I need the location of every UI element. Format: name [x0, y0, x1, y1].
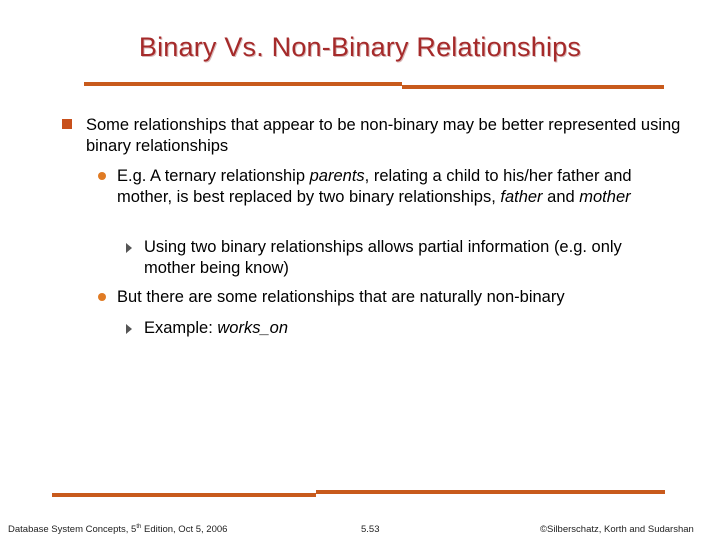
- title-rule-right: [402, 85, 664, 89]
- slide-title: Binary Vs. Non-Binary Relationships: [138, 32, 582, 62]
- bullet-main-1: Some relationships that appear to be non-binary may be better represented using binary relationships: [86, 116, 681, 155]
- footer-rule-left: [52, 493, 316, 497]
- sub1-text-parents: parents: [309, 167, 365, 185]
- bullet-sub-1: [117, 166, 677, 208]
- square-bullet-icon: [62, 119, 72, 129]
- bullet-sub-2-1: [144, 318, 664, 339]
- footer-page-number: 5.53: [361, 524, 380, 535]
- sub2-1-text-pre: Example:: [144, 319, 218, 337]
- dot-bullet-icon: [98, 172, 106, 180]
- footer-course: [8, 524, 227, 535]
- footer-course-post: Edition, Oct 5, 2006: [141, 524, 228, 536]
- footer-course-sup: th: [136, 524, 142, 530]
- sub1-text-mid: , relating a child to his/her father and mother, is best replaced by two binary relationships,: [117, 167, 632, 206]
- sub1-text-mother: mother: [579, 188, 631, 206]
- sub1-text-pre: E.g. A ternary relationship: [117, 167, 310, 185]
- sub1-text-father: father: [500, 188, 543, 206]
- sub2-1-text-italic: works_on: [217, 319, 288, 337]
- triangle-bullet-icon: [126, 324, 132, 334]
- footer-course-pre: Database System Concepts, 5: [8, 524, 137, 536]
- title-rule-left: [84, 82, 402, 86]
- dot-bullet-icon: [98, 293, 106, 301]
- footer-rule-right: [316, 490, 665, 494]
- triangle-bullet-icon: [126, 243, 132, 253]
- sub1-text-and: and: [542, 188, 580, 206]
- bullet-sub-1-1: Using two binary relationships allows partial information (e.g. only mother being know): [144, 238, 622, 277]
- footer-copyright: ©Silberschatz, Korth and Sudarshan: [540, 524, 694, 535]
- bullet-sub-2: But there are some relationships that are naturally non-binary: [117, 288, 565, 306]
